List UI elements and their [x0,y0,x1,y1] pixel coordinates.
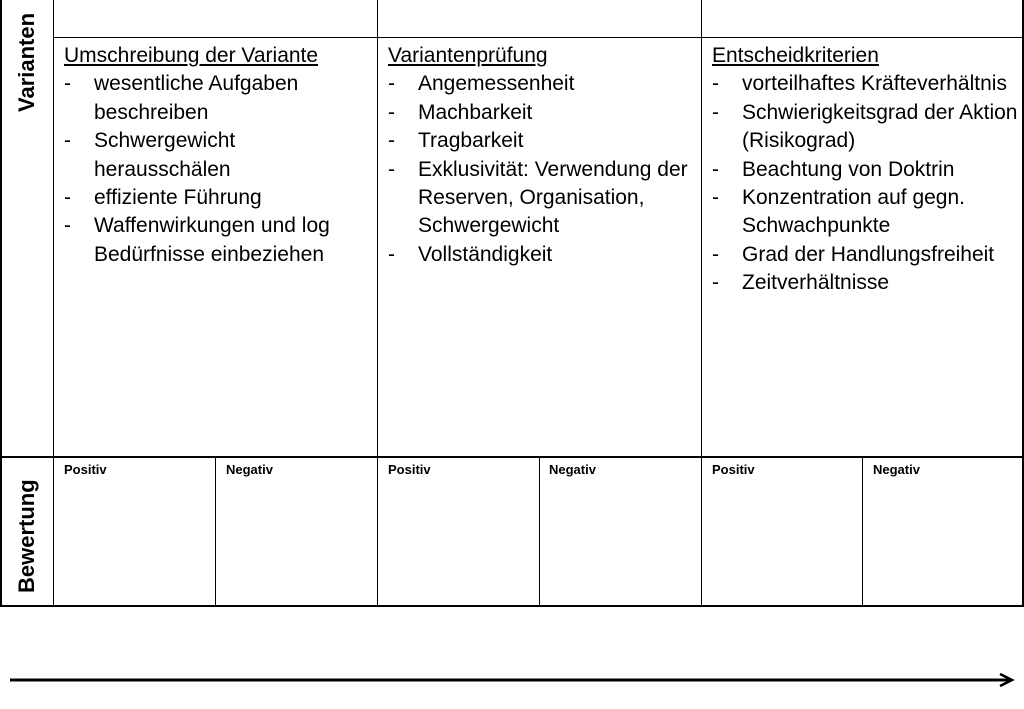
table-border-bottom [0,605,1024,607]
timeline-arrow [10,671,1016,689]
subcolumn-divider-3 [862,457,863,607]
evaluation-negative-1: Negativ [226,462,273,477]
evaluation-positive-1: Positiv [64,462,107,477]
list-item: - Angemessenheit [388,70,696,98]
list-item: - vorteilhaftes Kräfteverhältnis [712,70,1018,98]
list-item: - Vollständigkeit [388,241,696,269]
list-item: - effiziente Führung [64,184,370,212]
list-item: - Beachtung von Doktrin [712,156,1018,184]
column-heading: Umschreibung der Variante [64,44,319,67]
column-variantenpruefung [388,42,696,269]
list-item: - Exklusivität: Verwendung der Reserven, Organisation, Schwergewicht [388,156,696,241]
column-heading: Entscheidkriterien [712,44,879,67]
list-item: - Schwierigkeitsgrad der Aktion (Risikograd) [712,99,1018,156]
table-border-left [0,0,2,607]
subcolumn-divider-1 [215,457,216,607]
column-divider-2 [701,0,702,607]
evaluation-positive-2: Positiv [388,462,431,477]
list-item: - Zeitverhältnisse [712,269,1018,297]
evaluation-positive-3: Positiv [712,462,755,477]
label-column-divider [53,0,54,607]
row-label-varianten: Varianten [14,12,39,112]
list-item: - Grad der Handlungsfreiheit [712,241,1018,269]
list-item: - Konzentration auf gegn. Schwachpunkte [712,184,1018,241]
list-item: - Machbarkeit [388,99,696,127]
row-divider-evaluation [0,456,1024,458]
evaluation-negative-3: Negativ [873,462,920,477]
column-heading: Variantenprüfung [388,44,548,67]
column-entscheidkriterien [712,42,1018,298]
subcolumn-divider-2 [539,457,540,607]
list-item: - wesentliche Aufgaben beschreiben [64,70,370,127]
list-item: - Tragbarkeit [388,127,696,155]
row-label-bewertung: Bewertung [14,479,39,593]
row-divider-header [53,37,1024,38]
column-divider-1 [377,0,378,607]
column-umschreibung [64,42,370,269]
list-item: - Waffenwirkungen und log Bedürfnisse einbeziehen [64,212,370,269]
evaluation-negative-2: Negativ [549,462,596,477]
list-item: - Schwergewicht herausschälen [64,127,370,184]
